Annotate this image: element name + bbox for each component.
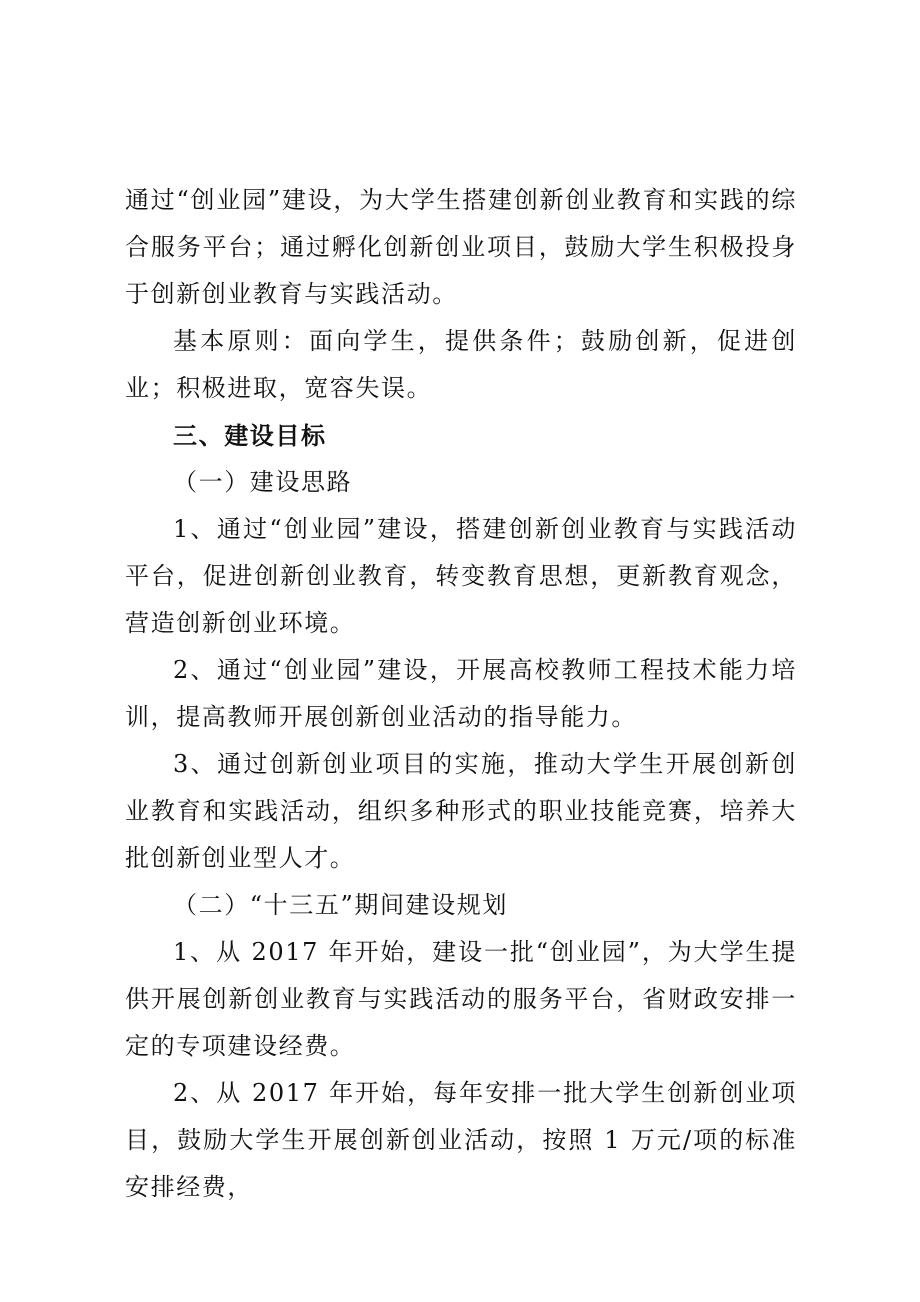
- document-body: [125, 177, 797, 1211]
- paragraph-basic-principles: 基本原则：面向学生，提供条件；鼓励创新，促进创业；积极进取，宽容失误。: [125, 327, 797, 402]
- paragraph-intro: 通过“创业园”建设，为大学生搭建创新创业教育和实践的综合服务平台；通过孵化创新创业项目，鼓励大学生积极投身于创新创业教育与实践活动。: [125, 186, 797, 308]
- paragraph-plan-item-1: 1、从 2017 年开始，建设一批“创业园”，为大学生提供开展创新创业教育与实践活动的服务平台，省财政安排一定的专项建设经费。: [125, 938, 797, 1060]
- paragraph-approach-item-3: 3、通过创新创业项目的实施，推动大学生开展创新创业教育和实践活动，组织多种形式的职业技能竞赛，培养大批创新创业型人才。: [125, 750, 797, 872]
- section-heading-construction-goals: 三、建设目标: [173, 421, 327, 450]
- subheading-construction-approach: （一）建设思路: [173, 468, 353, 496]
- paragraph-plan-item-2: 2、从 2017 年开始，每年安排一批大学生创新创业项目，鼓励大学生开展创新创业活动，按照 1 万元/项的标准安排经费，: [125, 1079, 797, 1201]
- subheading-thirteenth-five-year-plan: （二）“十三五”期间建设规划: [173, 891, 508, 919]
- paragraph-approach-item-1: 1、通过“创业园”建设，搭建创新创业教育与实践活动平台，促进创新创业教育，转变教育思想，更新教育观念，营造创新创业环境。: [125, 515, 797, 637]
- paragraph-approach-item-2: 2、通过“创业园”建设，开展高校教师工程技术能力培训，提高教师开展创新创业活动的指导能力。: [125, 656, 797, 731]
